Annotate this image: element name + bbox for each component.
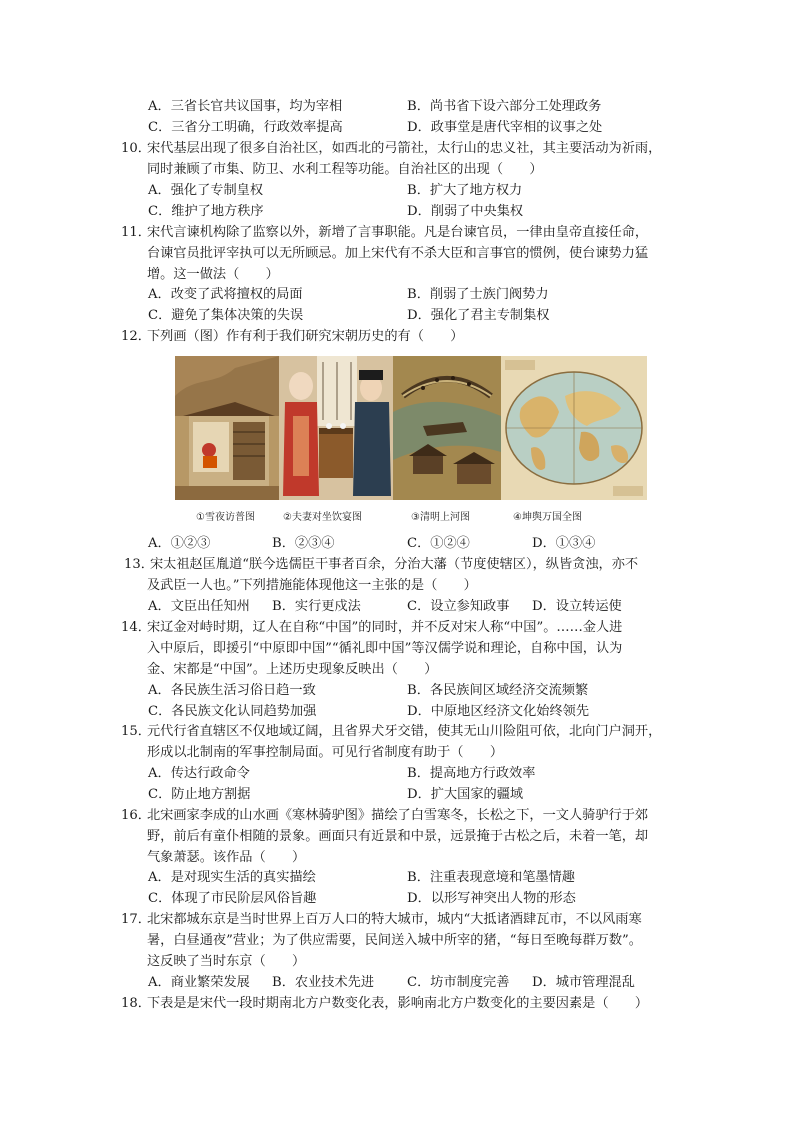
q17-stem-line2: 暑，白昼通夜”营业；为了供应需要，民间送入城中所宰的猪，“每日至晚每群万数”。: [147, 933, 642, 948]
q10-option-c: C．维护了地方秩序: [148, 204, 264, 219]
q12-option-d: D．①③④: [532, 536, 596, 551]
q15-option-c: C．防止地方割据: [148, 787, 251, 802]
q14-stem-line1: 宋辽金对峙时期，辽人在自称“中国”的同时，并不反对宋人称“中国”。……金人进: [147, 620, 623, 635]
q9-option-c: C．三省分工明确，行政效率提高: [148, 120, 343, 135]
q12-option-b: B．②③④: [272, 536, 335, 551]
q15-stem-line2: 形成以北制南的军事控制局面。可见行省制度有助于（ ）: [147, 745, 504, 760]
q18-stem-line1: 下表是是宋代一段时期南北方户数变化表，影响南北方户数变化的主要因素是（ ）: [147, 996, 649, 1011]
q14-option-d: D．中原地区经济文化始终领先: [407, 704, 590, 719]
q10-stem-line2: 同时兼顾了市集、防卫、水利工程等功能。自治社区的出现（ ）: [147, 162, 543, 177]
q16-stem-line2: 野，前后有童仆相随的景象。画面只有近景和中景，远景掩于古松之后，未着一笔，却: [147, 829, 649, 844]
painting-snow-night-visit: [175, 356, 279, 500]
q16-stem-line1: 北宋画家李成的山水画《寒林骑驴图》描绘了白雪寒冬，长松之下，一文人骑驴行于郊: [147, 808, 649, 823]
q11-stem-line2: 台谏官员批评宰执可以无所顾忌。加上宋代有不杀大臣和言事官的惯例，使台谏势力猛: [147, 246, 649, 261]
q15-option-b: B．提高地方行政效率: [407, 766, 536, 781]
caption-3: ③清明上河图: [411, 512, 470, 523]
painting-along-the-river: [393, 356, 501, 500]
q16-option-c: C．体现了市民阶层风俗旨趣: [148, 891, 317, 906]
caption-4: ④坤舆万国全图: [513, 512, 582, 523]
q15-number: 15．: [121, 724, 151, 739]
q12-paintings-figure: [175, 356, 647, 500]
q11-option-b: B．削弱了士族门阀势力: [407, 287, 549, 302]
q10-option-d: D．削弱了中央集权: [407, 204, 524, 219]
q12-option-c: C．①②④: [407, 536, 470, 551]
q14-option-b: B．各民族间区域经济交流频繁: [407, 683, 589, 698]
q16-option-a: A．是对现实生活的真实描绘: [148, 870, 316, 885]
q10-option-a: A．强化了专制皇权: [148, 183, 264, 198]
q11-option-a: A．改变了武将擅权的局面: [148, 287, 303, 302]
q16-option-d: D．以形写神突出人物的形态: [407, 891, 576, 906]
q11-option-d: D．强化了君主专制集权: [407, 308, 550, 323]
q12-stem-line1: 下列画（图）作有利于我们研究宋朝历史的有（ ）: [147, 329, 464, 344]
q11-option-c: C．避免了集体决策的失误: [148, 308, 304, 323]
q14-number: 14．: [121, 620, 151, 635]
q9-option-a: A．三省长官共议国事，均为宰相: [148, 99, 343, 114]
painting-world-map: [501, 356, 647, 500]
q12-number: 12．: [121, 329, 151, 344]
q12-option-a: A．①②③: [148, 536, 211, 551]
q13-number: 13．: [124, 557, 154, 572]
q13-stem-line2: 及武臣一人也。”下列措施能体现他这一主张的是（ ）: [147, 578, 477, 593]
q17-option-c: C．坊市制度完善: [407, 975, 510, 990]
q11-stem-line1: 宋代言谏机构除了监察以外，新增了言事职能。凡是台谏官员，一律由皇帝直接任命，: [147, 225, 649, 240]
q14-stem-line2: 入中原后，即援引“中原即中国”“循礼即中国”等汉儒学说和理论，自称中国，认为: [147, 641, 623, 656]
q9-option-d: D．政事堂是唐代宰相的议事之处: [407, 120, 603, 135]
q11-stem-line3: 增。这一做法（ ）: [147, 267, 279, 282]
q10-option-b: B．扩大了地方权力: [407, 183, 523, 198]
q17-stem-line1: 北宋都城东京是当时世界上百万人口的特大城市，城内“大抵诸酒肆瓦市，不以风雨寒: [147, 912, 642, 927]
q15-stem-line1: 元代行省直辖区不仅地域辽阔，且省界犬牙交错，使其无山川险阻可依，北向门户洞开，: [147, 724, 662, 739]
painting-couple-feast: [279, 356, 393, 500]
q17-option-a: A．商业繁荣发展: [148, 975, 250, 990]
q13-option-c: C．设立参知政事: [407, 599, 510, 614]
q10-number: 10．: [121, 141, 151, 156]
q16-stem-line3: 气象萧瑟。该作品（ ）: [147, 850, 306, 865]
caption-1: ①雪夜访普图: [196, 512, 255, 523]
q17-stem-line3: 这反映了当时东京（ ）: [147, 954, 306, 969]
caption-2: ②夫妻对坐饮宴图: [283, 512, 362, 523]
q17-option-d: D．城市管理混乱: [532, 975, 635, 990]
q11-number: 11．: [121, 225, 151, 240]
q13-option-d: D．设立转运使: [532, 599, 622, 614]
q16-number: 16．: [121, 808, 151, 823]
q15-option-d: D．扩大国家的疆域: [407, 787, 524, 802]
q14-stem-line3: 金、宋都是“中国”。上述历史现象反映出（ ）: [147, 662, 438, 677]
q16-option-b: B．注重表现意境和笔墨情趣: [407, 870, 575, 885]
q17-number: 17．: [121, 912, 151, 927]
q13-option-a: A．文臣出任知州: [148, 599, 250, 614]
q13-option-b: B．实行更戍法: [272, 599, 361, 614]
q10-stem-line1: 宋代基层出现了很多自治社区，如西北的弓箭社，太行山的忠义社，其主要活动为祈雨，: [147, 141, 662, 156]
q14-option-a: A．各民族生活习俗日趋一致: [148, 683, 316, 698]
q14-option-c: C．各民族文化认同趋势加强: [148, 704, 317, 719]
q18-number: 18．: [121, 996, 151, 1011]
q17-option-b: B．农业技术先进: [272, 975, 375, 990]
q15-option-a: A．传达行政命令: [148, 766, 250, 781]
q13-stem-line1: 宋太祖赵匡胤道“朕今选儒臣干事者百余，分治大藩（节度使辖区），纵皆贪浊，亦不: [150, 557, 639, 572]
q9-option-b: B．尚书省下设六部分工处理政务: [407, 99, 602, 114]
